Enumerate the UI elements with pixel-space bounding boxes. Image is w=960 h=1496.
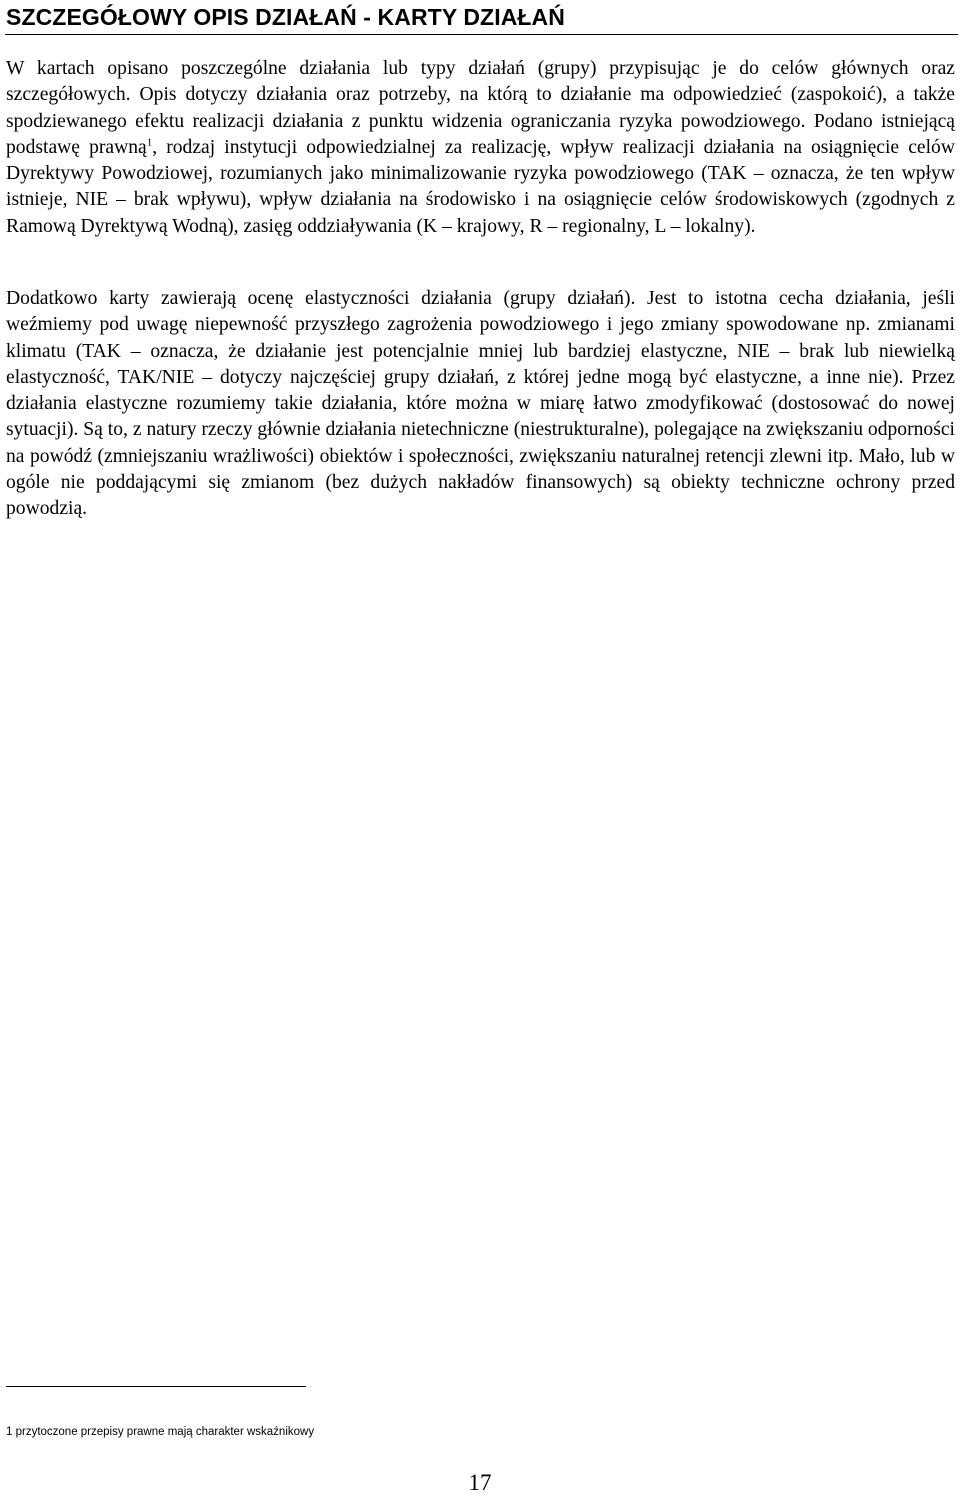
intro-text-part1: W kartach opisano poszczególne działania lub typy działań (grupy) przypisując je do celów głównych oraz szczegółowych. Opis dotyczy działania oraz potrzeby, na którą to działanie ma odpowiedzieć (zaspokoić), a także spodziewanego efektu realizacji działania z punktu widzenia ograniczania ryzyka powodziowego. Podano istniejącą podstawę prawną	[6, 58, 955, 158]
footnote-reference[interactable]: 1	[146, 136, 153, 149]
page-number: 17	[468, 1470, 492, 1495]
footnote-separator	[6, 1386, 306, 1387]
intro-paragraph	[6, 56, 955, 240]
footnote-text: 1 przytoczone przepisy prawne mają charakter wskaźnikowy	[6, 1426, 315, 1438]
section-title: SZCZEGÓŁOWY OPIS DZIAŁAŃ - KARTY DZIAŁAŃ	[6, 4, 565, 30]
flexibility-paragraph: Dodatkowo karty zawierają ocenę elastyczności działania (grupy działań). Jest to istotna cecha działania, jeśli weźmiemy pod uwagę niepewność przyszłego zagrożenia powodziowego i jego zmiany spowodowane np. zmianami klimatu (TAK – oznacza, że działanie jest potencjalnie mniej lub bardziej elastyczne, NIE – brak lub niewielką elastyczność, TAK/NIE – dotyczy najczęściej grupy działań, z której jedne mogą być elastyczne, a inne nie). Przez działania elastyczne rozumiemy takie działania, które można w miarę łatwo zmodyfikować (dostosować do nowej sytuacji). Są to, z natury rzeczy głównie działania nietechniczne (niestrukturalne), polegające na zwiększaniu odporności na powódź (zmniejszaniu wrażliwości) obiektów i społeczności, zwiększaniu naturalnej retencji zlewni itp. Mało, lub w ogóle nie poddającymi się zmianom (bez dużych nakładów finansowych) są obiekty techniczne ochrony przed powodzią.	[6, 288, 955, 520]
title-underline	[5, 34, 958, 35]
intro-text-part2: , rodzaj instytucji odpowiedzialnej za realizację, wpływ realizacji działania na osiągnięcie celów Dyrektywy Powodziowej, rozumianych jako minimalizowanie ryzyka powodziowego (TAK – oznacza, że ten wpływ istnieje, NIE – brak wpływu), wpływ działania na środowisko i na osiągnięcie celów środowiskowych (zgodnych z Ramową Dyrektywą Wodną), zasięg oddziaływania (K – krajowy, R – regionalny, L – lokalny).	[6, 136, 955, 237]
